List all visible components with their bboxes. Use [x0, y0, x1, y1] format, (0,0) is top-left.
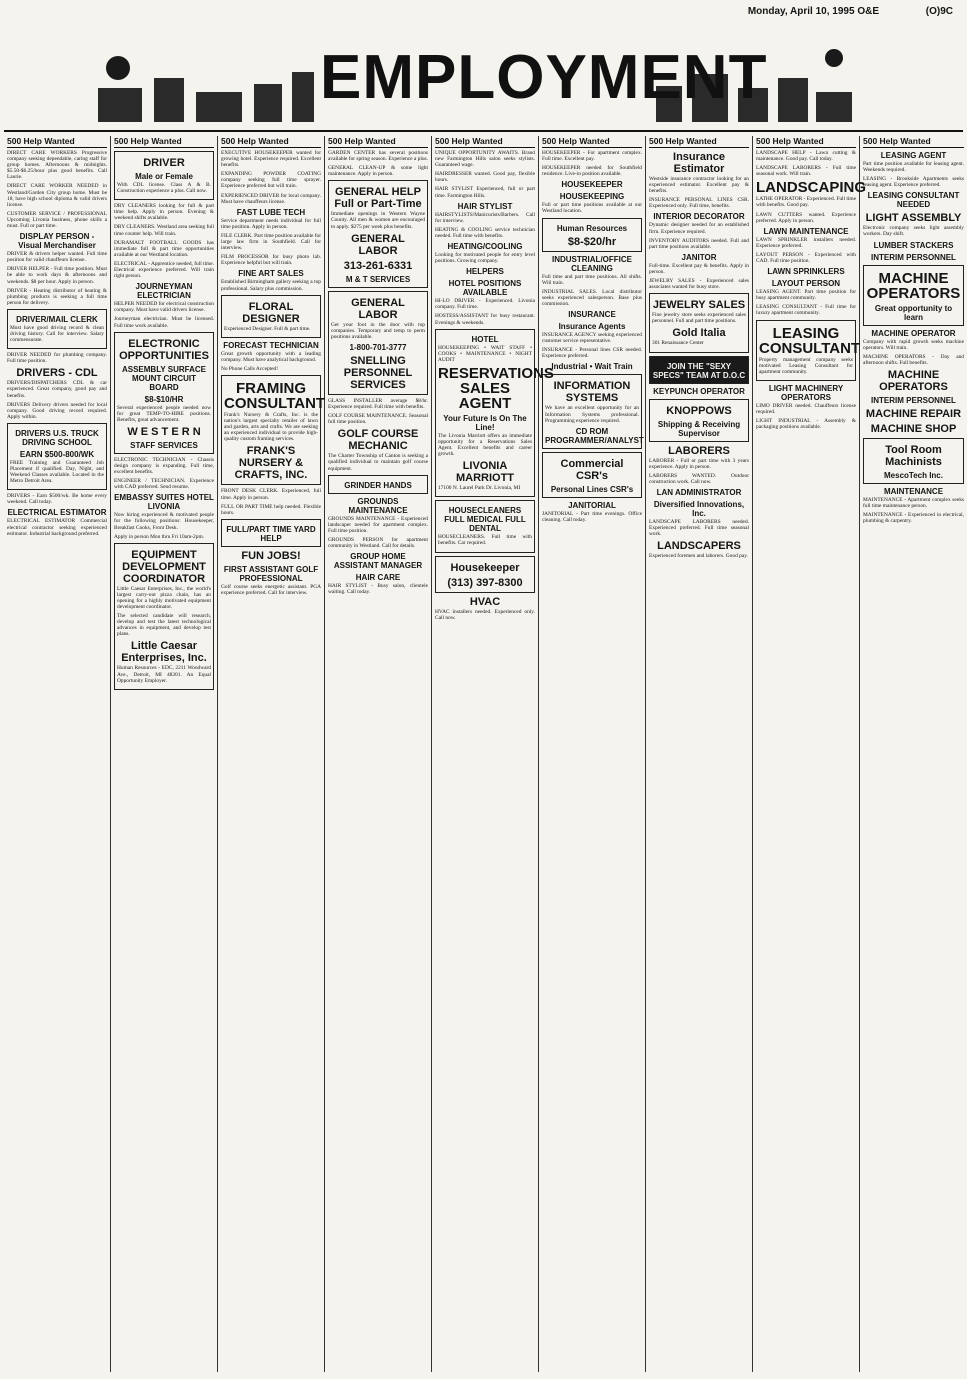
ad: EXPANDING POWDER COATING company seeking full time sprayer. Experience preferred but will train. — [221, 171, 321, 190]
edition: O&E — [857, 6, 879, 17]
ad: GLASS INSTALLER average $8/hr. Experience required. Full time with benefits. — [328, 397, 428, 411]
ad: HAIR STYLIST - Busy salon, clientele waiting. Call today. — [328, 583, 428, 596]
building-icon — [778, 78, 808, 122]
ad-headline: LEASING AGENT — [880, 151, 947, 160]
ad-headline: ELECTRICAL ESTIMATOR — [7, 508, 107, 518]
ad: LEASING AGENT. Part time position for busy apartment community. — [756, 289, 856, 302]
ad-headline: FIRST ASSISTANT GOLF PROFESSIONAL — [223, 564, 319, 583]
ad: Experienced Designer. Full & part time. — [224, 325, 311, 332]
column-heading: 500 Help Wanted — [435, 136, 535, 148]
column-7 — [646, 136, 753, 1372]
ad-headline: MACHINE SHOP — [870, 422, 957, 435]
ad-headline: HAIR STYLIST — [457, 201, 513, 211]
ad-headline: INFORMATION SYSTEMS — [553, 380, 631, 405]
building-icon — [292, 72, 314, 122]
ad-headline: GENERAL LABOR — [351, 296, 405, 321]
ad: DRY CLEANERS. Westland area seeking full time counter help. Will train. — [114, 224, 214, 237]
ad: DRY CLEANERS looking for full & part time help. Apply in person. Evening & weekend shifts available. — [114, 203, 214, 222]
ad: Journeyman electrician. Must be licensed. Full time work available. — [114, 316, 214, 329]
ad-box — [7, 423, 107, 490]
ad: The Charter Township of Canton is seeking a qualified individual to maintain golf course equipment. — [328, 453, 428, 472]
ad-box — [114, 332, 214, 454]
phone-number: (313) 397-8300 — [447, 576, 523, 589]
ad: ELECTRICAL - Apprentice needed, full time. Electrical experience preferred. Will train right person. — [114, 260, 214, 280]
date: Monday, April 10, 1995 — [747, 6, 855, 17]
ad-box — [435, 329, 554, 498]
ad: LABORER - Full or part time with 3 years experience. Apply in person. — [649, 457, 749, 470]
ad-headline: EARN $500-800/WK — [19, 449, 95, 459]
column-8 — [753, 136, 867, 1372]
ad: GOLF COURSE MAINTENANCE. Seasonal full time position. — [328, 413, 428, 426]
ad-headline: JEWELRY SALES — [652, 299, 746, 312]
ad: 301 Renaissance Center — [652, 340, 704, 347]
ad-box — [649, 356, 749, 384]
ad: HELPER NEEDED for electrical construction company. Must have valid drivers license. — [114, 301, 214, 314]
ad-box — [649, 293, 749, 352]
ad-headline: INTERIOR DECORATOR — [653, 212, 745, 222]
ad: DRIVERS Delivery drivers needed for local company. Good driving record required. Apply within. — [7, 401, 107, 420]
ad-headline: FRAMING CONSULTANT — [224, 379, 326, 412]
ad: HOUSEKEEPING • WAIT STAFF • COOKS • MAINTENANCE • NIGHT AUDIT — [438, 344, 532, 363]
ad-headline: HOUSEKEEPER — [561, 180, 623, 190]
ad-headline: DISPLAY PERSON - Visual Merchandiser — [18, 232, 96, 251]
ad-logo: KNOPPOWS — [666, 404, 732, 417]
ad: Several experienced people needed now for great TEMP-TO-HIRE positions. Benefits, great advancement. — [117, 404, 211, 423]
ad-headline: LEASING CONSULTANT — [759, 324, 861, 357]
ad: DRIVERS - Earn $500/wk. Be home every weekend. Call today. — [7, 493, 107, 506]
ad-headline: RESERVATIONS SALES AGENT — [438, 364, 554, 412]
ad: Part time position available for leasing agent. Weekends required. — [863, 161, 964, 174]
ad-box — [542, 452, 642, 498]
ad-headline: HEATING/COOLING — [447, 242, 523, 252]
ad: CUSTOMER SERVICE / PROFESSIONAL Upcoming Livonia business, phone skills a must. Full or part time. — [7, 210, 107, 230]
column-heading: 500 Help Wanted — [756, 136, 856, 148]
ad: UNIQUE OPPORTUNITY AWAITS. Brand new Farmington Hills salon seeks stylists. Guaranteed wage. — [435, 150, 535, 169]
ad: LANDSCAPE HELP - Lawn cutting & maintenance. Good pay. Call today. — [756, 150, 856, 163]
ad-headline: JANITORIAL — [568, 500, 616, 510]
ad: HEATING & COOLING service technician needed. Full time with benefits. — [435, 226, 535, 239]
ad-headline: MACHINE REPAIR — [865, 407, 962, 420]
ad: HOUSEKEEPER needed for Southfield residence. Live-in position available. — [542, 165, 642, 178]
ad-headline: DRIVERS U.S. TRUCK DRIVING SCHOOL — [15, 428, 99, 447]
ad-headline: FUN JOBS! — [241, 549, 301, 562]
ad: ELECTRONIC TECHNICIAN - Chassis design company is expanding. Full time, excellent benefits. — [114, 456, 214, 476]
building-icon — [816, 92, 852, 122]
ad-headline: $8-$10/HR — [144, 394, 184, 404]
column-heading: 500 Help Wanted — [7, 136, 107, 148]
ad: MAINTENANCE - Experienced in electrical, plumbing & carpentry. — [863, 512, 964, 525]
ad: LAYOUT PERSON - Experienced with CAD. Full time position. — [756, 251, 856, 265]
ad-headline: DRIVERS - CDL — [16, 367, 98, 380]
column-6 — [539, 136, 646, 1372]
ad: FILE CLERK. Part time position available for large law firm in Southfield. Call for interview. — [221, 232, 321, 252]
ad-headline: ASSEMBLY SURFACE MOUNT CIRCUIT BOARD — [121, 364, 207, 392]
moon-icon — [825, 49, 843, 67]
ad: Immediate openings in Western Wayne County. All men & women are encouraged to apply. $275 per week plus benefits. — [331, 211, 425, 230]
ad: INSURANCE - Personal lines CSR needed. Experience preferred. — [542, 347, 642, 360]
ad-box — [221, 519, 321, 547]
column-4 — [325, 136, 432, 1372]
ad-headline: LEASING CONSULTANT NEEDED — [867, 191, 960, 210]
ad: DRIVERS/DISPATCHERS CDL & car experienced. Great company, good pay and benefits. — [7, 380, 107, 399]
ad: Get your foot in the door with top companies. Temporary and temp to perm positions available. — [331, 321, 425, 340]
ad-headline: GENERAL LABOR — [351, 232, 405, 257]
ad-headline: HOUSEKEEPING — [559, 192, 625, 202]
ad-headline: Human Resources — [556, 223, 628, 233]
masthead-rule — [4, 130, 963, 132]
ad-subhead: Personal Lines CSR's — [550, 484, 634, 494]
ad: Must have good driving record & clean driving history. Call for interview. Salary commensurate. — [10, 324, 104, 344]
ad: No Phone Calls Accepted! — [221, 365, 279, 372]
phone-number: 1-800-701-3777 — [349, 342, 407, 352]
ad: The selected candidate will research, develop and test the latest technological advances in equipment, and develop test plans. — [117, 613, 211, 638]
ad-box — [435, 500, 535, 552]
column-heading: 500 Help Wanted — [863, 136, 964, 148]
building-icon — [98, 88, 142, 122]
column-heading: 500 Help Wanted — [328, 136, 428, 148]
section-title: EMPLOYMENT — [320, 43, 768, 112]
ad: LEASING - Brookside Apartments seeks leasing agent. Experience preferred. — [863, 176, 964, 189]
ad-headline: Industrial • Wait Train — [551, 362, 633, 372]
ad-headline: ELECTRONIC OPPORTUNITIES — [119, 337, 209, 362]
ad: HVAC installers needed. Experienced only. Call now. — [435, 608, 535, 621]
ad: HOSTESS/ASSISTANT for busy restaurant. Evenings & weekends. — [435, 313, 535, 326]
ad: Service department needs individual for full time position. Apply in person. — [221, 217, 321, 230]
ad-headline: LUMBER STACKERS — [873, 240, 954, 250]
column-heading: 500 Help Wanted — [114, 136, 214, 148]
ad: DURAMALT FOOTBALL GOODS has immediate full & part time opportunities available at our Westland location. — [114, 239, 214, 258]
ad-logo: MescoTech Inc. — [884, 470, 943, 480]
ad-headline: HVAC — [469, 595, 501, 608]
ad-box — [7, 309, 107, 349]
ad: HAIRSTYLISTS/Manicurists/Barbers. Call for interview. — [435, 211, 535, 224]
ad-box — [114, 151, 214, 200]
ad-headline: LABORERS — [668, 444, 730, 457]
column-3 — [218, 136, 325, 1372]
phone-number: 313-261-6331 — [343, 259, 413, 272]
ad-subhead: Great opportunity to learn — [874, 303, 953, 322]
ad: With CDL license. Class A & B. Construction experience a plus. Call now. — [117, 182, 211, 195]
ad-headline: LAWN MAINTENANCE — [763, 226, 849, 236]
ad: Now hiring experienced & motivated people for the following positions: Housekeeper, Breakfast Cooks, Front Desk. — [114, 512, 214, 531]
ad: Full or part time positions available at our Westland location. — [542, 202, 642, 215]
ad: Company with rapid growth seeks machine operators. Will train. — [863, 338, 964, 351]
column-9 — [860, 136, 967, 1372]
ad: JEWELRY SALES - Experienced sales associates wanted for busy store. — [649, 278, 749, 291]
ad-box — [328, 475, 428, 494]
ad-logo: Gold Italia — [672, 327, 726, 340]
ad-logo: LIVONIA MARRIOTT — [455, 460, 515, 485]
ad-subhead: Shipping & Receiving Supervisor — [657, 419, 741, 438]
ad-headline: EMBASSY SUITES HOTEL LIVONIA — [114, 493, 214, 512]
ad-box — [863, 438, 964, 484]
column-2 — [111, 136, 218, 1372]
ad: DRIVER NEEDED for plumbing company. Full time position. — [7, 352, 107, 365]
ad-subhead: Male or Female — [135, 172, 193, 181]
ad: ENGINEER / TECHNICIAN. Experience with CAD preferred. Send resume. — [114, 478, 214, 491]
ad-headline: FLORAL DESIGNER — [242, 300, 300, 325]
ad-headline: MAINTENANCE — [883, 486, 944, 496]
ad: FILM PROCESSOR for busy photo lab. Experience helpful but will train. — [221, 254, 321, 267]
ad-logo: FRANK'S NURSERY & CRAFTS, INC. — [234, 445, 308, 482]
ad-headline: INSURANCE — [568, 310, 616, 320]
ad-headline: JANITOR — [681, 252, 717, 262]
ad-headline: GROUP HOME ASSISTANT MANAGER — [333, 552, 423, 571]
ad: Golf course seeks energetic assistant. PGA experience preferred. Call for interview. — [221, 583, 321, 596]
ad-box — [435, 556, 535, 593]
ad: GROUNDS MAINTENANCE - Experienced landscaper needed for apartment complex. Full time position. — [328, 515, 428, 534]
ad-headline: LAWN SPRINKLERS — [767, 267, 845, 277]
ad-headline: LAYOUT PERSON — [771, 279, 841, 289]
ad-headline: HOUSECLEANERS FULL MEDICAL FULL DENTAL — [444, 506, 526, 534]
ad-headline: JOURNEYMAN ELECTRICIAN — [135, 282, 193, 301]
ad-headline: HOTEL — [471, 334, 499, 344]
column-heading: 500 Help Wanted — [649, 136, 749, 148]
ad: DRIVER & drivers helper wanted. Full time position for valid chauffeurs license. — [7, 251, 107, 264]
ad-headline: FULL/PART TIME YARD HELP — [226, 524, 316, 543]
ad-headline: EQUIPMENT DEVELOPMENT COORDINATOR — [122, 548, 206, 585]
ad: EXPERIENCED DRIVER for local company. Must have chauffeurs license. — [221, 192, 321, 205]
ad-headline: GOLF COURSE MECHANIC — [337, 428, 419, 453]
ad: ELECTRICAL ESTIMATOR Commercial electrical contractor seeking experienced estimator. Industrial background preferred. — [7, 518, 107, 537]
ad: FULL OR PART TIME help needed. Flexible hours. — [221, 503, 321, 516]
ad: 17100 N. Laurel Park Dr. Livonia, MI — [438, 485, 521, 492]
ad: DIRECT CARE WORKER NEEDED in Westland/Garden City group home. Must be 18, have high school diploma & valid drivers license. — [7, 183, 107, 208]
building-icon — [254, 84, 282, 122]
ad-headline: DRIVER — [143, 157, 185, 169]
ad: INSURANCE PERSONAL LINES CSR. Experienced only. Full time, benefits. — [649, 197, 749, 210]
ad: INDUSTRIAL SALES. Local distributor seeks experienced salesperson. Base plus commission. — [542, 288, 642, 307]
ad: Human Resources - EDC, 2211 Woodward Ave., Detroit, MI 48201. An Equal Opportunity Employer. — [117, 665, 211, 684]
ad: INSURANCE AGENCY seeking experienced customer service representative. — [542, 332, 642, 345]
ad-headline: JOIN THE "SEXY SPECS" TEAM AT D.O.C — [652, 361, 746, 380]
ad: HI-LO DRIVER - Experienced. Livonia company. Full time. — [435, 298, 535, 311]
ad-logo: INTERIM PERSONNEL — [871, 252, 956, 262]
ad: INVENTORY AUDITORS needed. Full and part time positions available. — [649, 237, 749, 250]
ad: DRIVER - Heating distributor of heating & plumbing products is seeking a full time person for delivery. — [7, 287, 107, 306]
ad: Great growth opportunity with a leading company. Must have analytical background. — [221, 350, 321, 363]
ad: HOUSECLEANERS. Full time with benefits. Car required. — [438, 534, 532, 547]
ad-subhead: Your Future Is On The Line! — [443, 413, 527, 432]
ad: Frank's Nursery & Crafts, Inc. is the nation's largest specialty retailer of lawn and garden, arts and crafts. We are seeking an experienced individual to provide high-quality custom framing services. — [224, 411, 318, 443]
sun-icon — [106, 56, 130, 80]
ad-box — [542, 218, 642, 252]
ad-headline: CD ROM PROGRAMMER/ANALYST — [545, 426, 644, 445]
ad-headline: HELPERS — [466, 267, 504, 277]
ad: Property management company seeks motivated Leasing Consultant for apartment community. — [759, 356, 853, 375]
ad-headline: Insurance Estimator — [673, 151, 725, 175]
ad-box — [542, 374, 642, 448]
ad-headline: GRINDER HANDS — [344, 480, 412, 490]
ad: Fine jewelry store seeks experienced sales personnel. Full and part time positions. — [652, 312, 746, 325]
ad: HAIR STYLIST Experienced, full or part time. Farmington Hills. — [435, 186, 535, 199]
ad: LANDSCAPE LABORERS - Full time seasonal work. Will train. — [756, 165, 856, 178]
ad-box — [221, 375, 326, 485]
building-icon — [196, 92, 242, 122]
classified-columns — [4, 136, 964, 1372]
ad-headline: LIGHT ASSEMBLY — [865, 212, 962, 225]
ad: LATHE OPERATOR - Experienced. Full time with benefits. Good pay. — [756, 196, 856, 209]
ad-headline: GROUNDS MAINTENANCE — [348, 496, 408, 515]
ad: HOUSEKEEPER - For apartment complex. Full time. Excellent pay. — [542, 150, 642, 163]
ad: Full time and part time positions. All shifts. Will train. — [542, 273, 642, 286]
ad: DIRECT CARE WORKERS Progressive company seeking dependable, caring staff for group homes. Afternoons & midnights. $5.50-$6.25/hour plus good benefits. Call Laurie. — [7, 150, 107, 181]
ad: LANDSCAPE LABORERS needed. Experienced preferred. Full time seasonal work. — [649, 518, 749, 538]
ad-logo: Diversified Innovations, Inc. — [653, 499, 745, 518]
ad-headline: Commercial CSR's — [560, 457, 624, 482]
ad: EXECUTIVE HOUSEKEEPER wanted for growing hotel. Experience required. Excellent benefits. — [221, 150, 321, 169]
ad: The Livonia Marriott offers an immediate opportunity for a Reservations Sales Agent. Excellent benefits and career growth. — [438, 432, 532, 458]
ad: LIGHT INDUSTRIAL - Assembly & packaging positions available. — [756, 417, 856, 431]
ad-headline: MACHINE OPERATOR — [871, 328, 956, 338]
ad: Established Birmingham gallery seeking a top professional. Salary plus commission. — [221, 279, 321, 292]
ad-headline: MACHINE OPERATORS — [866, 269, 961, 302]
column-5 — [432, 136, 554, 1372]
ad-headline: FAST LUBE TECH — [236, 207, 306, 217]
ad: GROUNDS PERSON for apartment community in Westland. Call for details. — [328, 536, 428, 549]
ad: Full-time. Excellent pay & benefits. Apply in person. — [649, 262, 749, 275]
ad: We have an excellent opportunity for an Information Systems professional. Programming experience required. — [545, 405, 639, 424]
ad-box — [114, 543, 214, 690]
ad-logo: Little Caesar Enterprises, Inc. — [121, 640, 207, 665]
ad-logo: INTERIM PERSONNEL — [871, 395, 956, 405]
ad-headline: HOTEL POSITIONS AVAILABLE — [448, 279, 522, 298]
ad: FRONT DESK CLERK. Experienced, full time. Apply in person. — [221, 488, 321, 501]
ad-headline: Tool Room Machinists — [885, 443, 942, 468]
ad-headline: $8-$20/hr — [567, 235, 617, 248]
ad-headline: FORECAST TECHNICIAN — [223, 340, 319, 350]
ad-box — [328, 291, 428, 395]
ad: LEASING CONSULTANT - Full time for luxury apartment community. — [756, 304, 856, 317]
ad-logo: W E S T E R N — [127, 425, 201, 438]
ad: DRIVER HELPER - Full time position. Must be able to work days & afternoons and weekends. $8 per hour. Apply in person. — [7, 266, 107, 285]
ad-headline: LIGHT MACHINERY OPERATORS — [768, 383, 844, 402]
ad-logo: M & T SERVICES — [345, 274, 411, 284]
ad-box — [328, 180, 428, 287]
ad-headline: Insurance Agents — [558, 322, 626, 332]
column-heading: 500 Help Wanted — [221, 136, 321, 148]
page-number: (O)9C — [925, 6, 953, 17]
ad: LAWN SPRINKLER installers needed. Experience preferred. — [756, 236, 856, 249]
ad-box — [863, 265, 964, 326]
ad-box — [756, 320, 861, 381]
ad-headline: LAN ADMINISTRATOR — [656, 487, 742, 497]
ad-headline: FINE ART SALES — [238, 269, 304, 279]
ad: MAINTENANCE - Apartment complex seeks full time maintenance person. — [863, 496, 964, 510]
ad-headline: KEYPUNCH OPERATOR — [653, 386, 745, 396]
ad: Looking for motivated people for entry level positions. Growing company. — [435, 252, 535, 265]
ad: HAIRDRESSER wanted. Good pay, flexible hours. — [435, 171, 535, 184]
ad-headline: GENERAL HELP Full or Part-Time — [334, 186, 422, 211]
ad: Little Caesar Enterprises, Inc., the world's largest carry-out pizza chain, has an opening for a highly motivated equipment development coordinator. — [117, 585, 211, 610]
ad-headline: INDUSTRIAL/OFFICE CLEANING — [552, 254, 632, 273]
ad: Electronic company seeks light assembly workers. Day shift. — [863, 225, 964, 238]
ad: LIMO DRIVER needed. Chauffeurs license required. — [756, 402, 856, 415]
ad-headline: LANDSCAPING — [756, 179, 867, 197]
ad-headline: MACHINE OPERATORS — [879, 368, 948, 393]
ad: LABORERS WANTED. Outdoor construction work. Call now. — [649, 472, 749, 485]
ad: MACHINE OPERATORS - Day and afternoon shifts. Full benefits. — [863, 353, 964, 366]
column-heading: 500 Help Wanted — [542, 136, 642, 148]
ad-logo: SNELLING PERSONNEL SERVICES — [343, 354, 413, 391]
ad-subhead: STAFF SERVICES — [130, 440, 198, 450]
masthead — [0, 18, 860, 130]
ad: GARDEN CENTER has several positions available for spring season. Experience a plus. — [328, 150, 428, 163]
ad: FREE Training and Guaranteed Job Placement if qualified. Day, Night, and Weekend Classes available. Located in the Metro Detroit Area. — [10, 459, 104, 485]
building-icon — [154, 78, 184, 122]
ad-box — [649, 399, 749, 442]
ad: Westside insurance contractor looking for an experienced estimator. Excellent pay & benefits. — [649, 176, 749, 195]
ad-headline: HAIR CARE — [355, 573, 401, 583]
ad: LAWN CUTTERS wanted. Experience preferred. Apply in person. — [756, 211, 856, 224]
ad-box — [221, 295, 321, 338]
ad: Experienced foremen and laborers. Good pay. — [649, 553, 748, 560]
ad: Apply in person Mon thru Fri 10am-2pm. — [114, 533, 204, 540]
date-line — [748, 6, 879, 17]
ad: JANITORIAL - Part time evenings. Office cleaning. Call today. — [542, 510, 642, 523]
ad: GENERAL CLEAN-UP & some light maintenance. Apply in person. — [328, 165, 428, 178]
ad-headline: DRIVER/MAIL CLERK — [16, 314, 98, 324]
ad-headline: LANDSCAPERS — [657, 540, 741, 553]
ad-headline: Housekeeper — [450, 561, 520, 574]
column-1 — [4, 136, 111, 1372]
ad: Dynamic designer needed for an established firm. Experience required. — [649, 222, 749, 235]
